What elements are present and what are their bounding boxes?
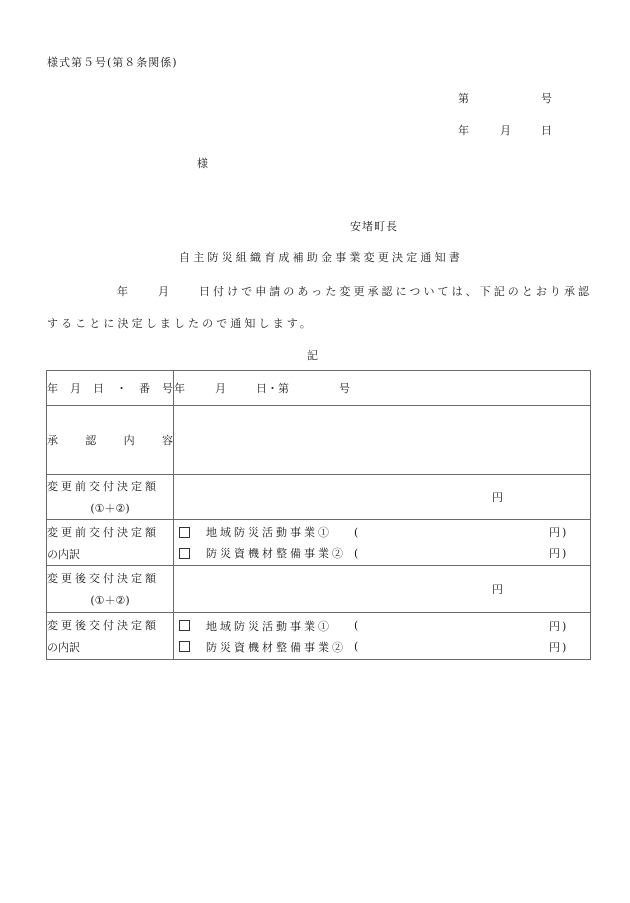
item-name: 地域防災活動事業① bbox=[206, 526, 332, 539]
body-line-1 bbox=[117, 283, 592, 299]
label-line: (①＋②) bbox=[90, 502, 130, 515]
yen-close: 円) bbox=[549, 640, 569, 654]
label-after-breakdown bbox=[47, 613, 174, 660]
label-approval-content bbox=[47, 406, 174, 475]
body-line-1-text: 日付けで申請のあった変更承認については、下記のとおり承認 bbox=[199, 285, 593, 298]
label-date-number bbox=[47, 371, 174, 406]
date-month: 月 bbox=[500, 124, 511, 137]
doc-number-suffix: 号 bbox=[541, 92, 552, 105]
item-name: 防災資機材整備事業② bbox=[206, 640, 346, 654]
body-line-2: することに決定しましたので通知します。 bbox=[47, 317, 315, 330]
label-char: ・ bbox=[116, 382, 127, 395]
details-table bbox=[46, 370, 591, 660]
ki-heading: 記 bbox=[307, 349, 318, 362]
table-row-after-total bbox=[47, 566, 591, 613]
label-char: 月 bbox=[70, 382, 81, 395]
body-year: 年 bbox=[117, 285, 128, 298]
label-char: 日 bbox=[93, 382, 104, 395]
checkbox[interactable] bbox=[179, 620, 190, 631]
label-before-breakdown bbox=[47, 520, 174, 566]
yen-unit: 円 bbox=[492, 583, 503, 596]
label-char: 内 bbox=[123, 434, 135, 447]
breakdown-item bbox=[174, 543, 590, 564]
paren-open: ( bbox=[354, 525, 359, 539]
yen-close: 円) bbox=[549, 619, 569, 633]
label-after-total bbox=[47, 566, 174, 613]
label-line: (①＋②) bbox=[90, 594, 130, 607]
table-row-date-number bbox=[47, 371, 591, 406]
form-number: 様式第５号(第８条関係) bbox=[47, 56, 178, 69]
document-title: 自主防災組織育成補助金事業変更決定通知書 bbox=[179, 251, 463, 264]
label-line: 変更前交付決定額 bbox=[47, 480, 159, 493]
table-row-before-breakdown bbox=[47, 520, 591, 566]
breakdown-item bbox=[174, 615, 590, 636]
checkbox[interactable] bbox=[179, 527, 190, 538]
checkbox[interactable] bbox=[179, 641, 190, 652]
value-after-total[interactable] bbox=[174, 566, 591, 613]
label-line: 変更後交付決定額 bbox=[47, 619, 159, 632]
addressee-suffix: 様 bbox=[197, 157, 208, 170]
label-char: 年 bbox=[47, 382, 58, 395]
label-line: の内訳 bbox=[47, 641, 80, 654]
checkbox[interactable] bbox=[179, 548, 190, 559]
label-before-total bbox=[47, 475, 174, 520]
table-row-approval-content bbox=[47, 406, 591, 475]
date-year: 年 bbox=[458, 124, 469, 137]
issuer: 安堵町長 bbox=[350, 220, 398, 233]
label-line: 変更前交付決定額 bbox=[47, 525, 159, 539]
value-year: 年 bbox=[174, 382, 185, 395]
label-line: の内訳 bbox=[47, 547, 80, 561]
body-month: 月 bbox=[158, 285, 169, 298]
paren-open: ( bbox=[354, 619, 359, 632]
value-date-number[interactable] bbox=[174, 371, 591, 406]
value-after-breakdown bbox=[174, 613, 591, 660]
value-approval-content[interactable] bbox=[174, 406, 591, 475]
yen-close: 円) bbox=[549, 526, 569, 539]
doc-number-prefix: 第 bbox=[458, 92, 469, 105]
label-char: 号 bbox=[162, 382, 173, 395]
breakdown-item bbox=[174, 522, 590, 543]
value-before-breakdown bbox=[174, 520, 591, 566]
value-day-number: 日・第 bbox=[256, 382, 289, 395]
label-char: 容 bbox=[161, 434, 173, 447]
label-char: 番 bbox=[139, 382, 150, 395]
breakdown-item bbox=[174, 636, 590, 657]
item-name: 防災資機材整備事業② bbox=[206, 547, 346, 560]
date-day: 日 bbox=[541, 124, 552, 137]
value-before-total[interactable] bbox=[174, 475, 591, 520]
yen-unit: 円 bbox=[492, 491, 503, 504]
table-row-before-total bbox=[47, 475, 591, 520]
yen-close: 円) bbox=[549, 547, 569, 560]
table-row-after-breakdown bbox=[47, 613, 591, 660]
paren-open: ( bbox=[354, 640, 359, 653]
item-name: 地域防災活動事業① bbox=[206, 619, 332, 633]
value-month: 月 bbox=[215, 382, 226, 395]
paren-open: ( bbox=[354, 546, 359, 560]
label-char: 承 bbox=[47, 434, 58, 447]
label-line: 変更後交付決定額 bbox=[47, 572, 159, 585]
label-char: 認 bbox=[85, 434, 97, 447]
value-go: 号 bbox=[339, 382, 350, 395]
